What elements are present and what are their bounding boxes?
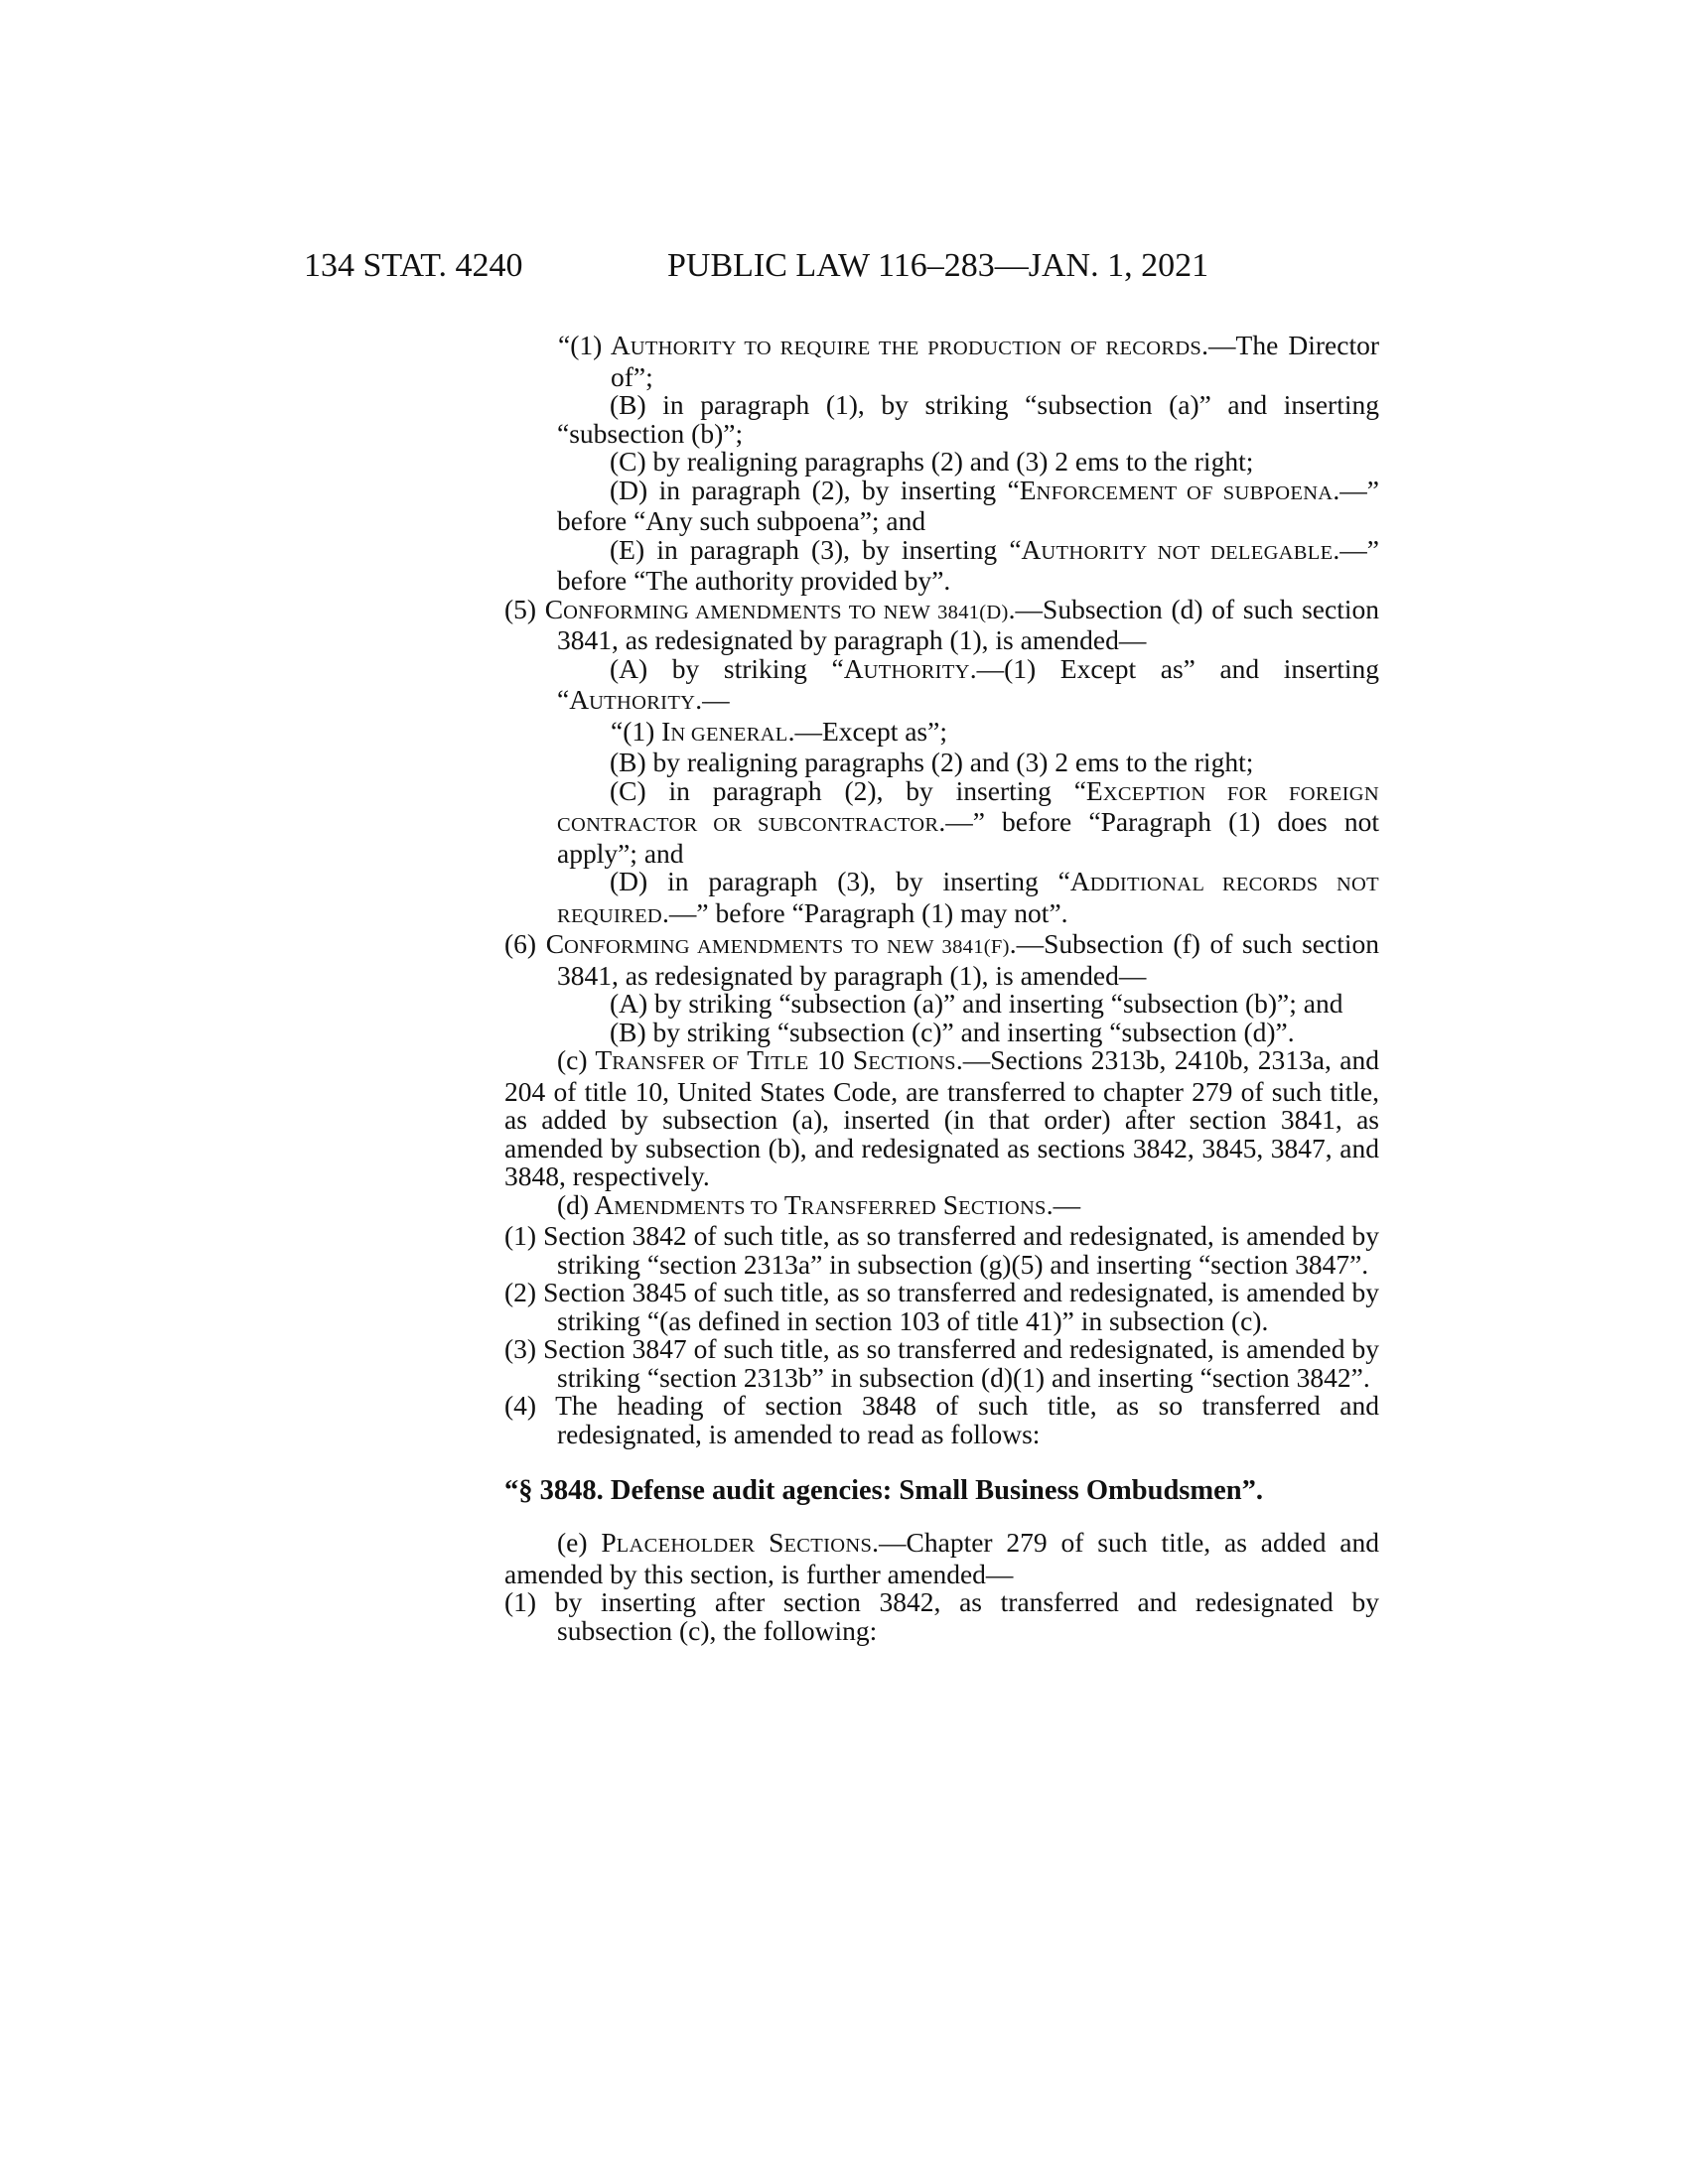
paragraph-d: (D) in paragraph (2), by inserting “ENFORCEMENT OF SUBPOENA.—” before “Any such subpoena”; and: [557, 474, 1379, 536]
subsection-e: (e) PLACEHOLDER SECTIONS.—Chapter 279 of such title, as added and amended by this section, is further amended—: [504, 1527, 1379, 1589]
statute-citation: 134 STAT. 4240: [304, 247, 523, 284]
subsection-d-1: (1) Section 3842 of such title, as so transferred and redesignated, is amended by striking “section 2313a” in subsection (g)(5) and inserting “section 3847”.: [504, 1220, 1379, 1280]
running-head: [304, 246, 1376, 286]
subsection-d: (d) AMENDMENTS TO TRANSFERRED SECTIONS.—: [557, 1188, 1081, 1220]
paragraph-c: (C) by realigning paragraphs (2) and (3) 2 ems to the right;: [610, 446, 1254, 477]
paragraph-5-a-quoted: “(1) IN GENERAL.—Except as”;: [611, 715, 947, 747]
subsection-e-1: (1) by inserting after section 3842, as transferred and redesignated by subsection (c), the following:: [504, 1586, 1379, 1646]
subsection-d-2: (2) Section 3845 of such title, as so transferred and redesignated, is amended by striking “(as defined in section 103 of title 41)” in subsection (c).: [504, 1277, 1379, 1336]
document-body: [504, 332, 1379, 1645]
paragraph-5-c: (C) in paragraph (2), by inserting “EXCEPTION FOR FOREIGN CONTRACTOR OR SUBCONTRACTOR.—” before “Paragraph (1) does not apply”; and: [557, 774, 1379, 869]
paragraph-5-d: (D) in paragraph (3), by inserting “ADDITIONAL RECORDS NOT REQUIRED.—” before “Paragraph (1) may not”.: [557, 866, 1379, 928]
paragraph-5-b: (B) by realigning paragraphs (2) and (3) 2 ems to the right;: [610, 747, 1254, 777]
paragraph-6: (6) CONFORMING AMENDMENTS TO NEW 3841(F).—Subsection (f) of such section 3841, as redesignated by paragraph (1), is amended—: [504, 928, 1379, 991]
paragraph-6-b: (B) by striking “subsection (c)” and inserting “subsection (d)”.: [610, 1016, 1295, 1047]
paragraph-e: (E) in paragraph (3), by inserting “AUTHORITY NOT DELEGABLE.—” before “The authority provided by”.: [557, 533, 1379, 596]
subsection-c: (c) TRANSFER OF TITLE 10 SECTIONS.—Sections 2313b, 2410b, 2313a, and 204 of title 10, United States Code, are transferred to chapter 279 of such title, as added by subsection (a), inserted (in that order) after section 3841, as amended by subsection (b), and redesignated as sections 3842, 3845, 3847, and 3848, respectively.: [504, 1044, 1379, 1191]
subsection-d-3: (3) Section 3847 of such title, as so transferred and redesignated, is amended by striking “section 2313b” in subsection (d)(1) and inserting “section 3842”.: [504, 1333, 1379, 1393]
paragraph-5-a: (A) by striking “AUTHORITY.—(1) Except as” and inserting “AUTHORITY.—: [557, 652, 1379, 715]
paragraph-quoted-authority: “(1) AUTHORITY TO REQUIRE THE PRODUCTION OF RECORDS.—The Director of”;: [558, 330, 1379, 392]
public-law-citation: PUBLIC LAW 116–283—JAN. 1, 2021: [667, 247, 1209, 284]
section-3848-heading: “§ 3848. Defense audit agencies: Small Business Ombudsmen”.: [504, 1475, 1264, 1506]
subsection-d-4: (4) The heading of section 3848 of such title, as so transferred and redesignated, is amended to read as follows:: [504, 1390, 1379, 1449]
paragraph-6-a: (A) by striking “subsection (a)” and inserting “subsection (b)”; and: [610, 988, 1343, 1019]
paragraph-b: (B) in paragraph (1), by striking “subsection (a)” and inserting “subsection (b)”;: [557, 389, 1379, 449]
paragraph-5: (5) CONFORMING AMENDMENTS TO NEW 3841(D).—Subsection (d) of such section 3841, as redesignated by paragraph (1), is amended—: [504, 593, 1379, 655]
